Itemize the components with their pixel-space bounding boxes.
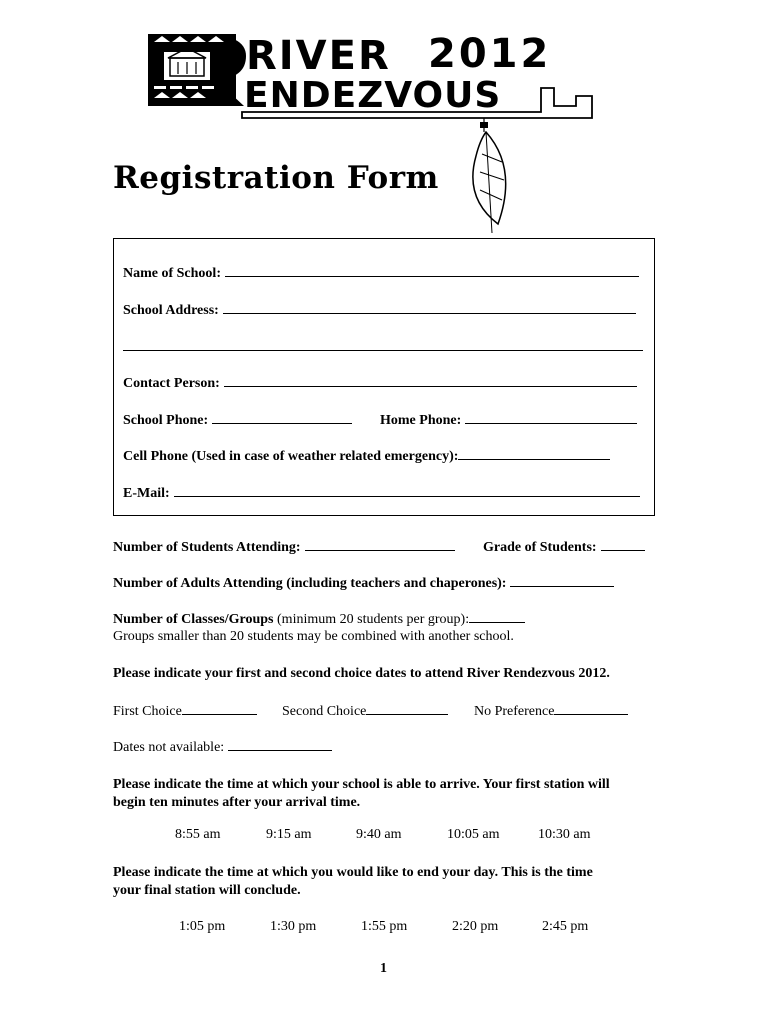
second-choice-line[interactable] (366, 702, 448, 715)
dates-not-available-field[interactable] (113, 738, 332, 757)
adults-attending-line[interactable] (510, 574, 614, 587)
arrival-time-option[interactable]: 10:30 am (538, 827, 591, 842)
home-phone-line[interactable] (465, 411, 637, 424)
email-field[interactable] (123, 484, 640, 502)
classes-groups-field[interactable] (113, 610, 525, 629)
arrival-time-option[interactable]: 10:05 am (447, 827, 500, 842)
river-rendezvous-logo (146, 28, 606, 233)
logo-word-rendezvous: ENDEZVOUS (244, 75, 502, 116)
name-of-school-label: Name of School: (123, 266, 221, 281)
students-attending-line[interactable] (305, 538, 455, 551)
logo-word-river: RIVER (246, 33, 391, 79)
contact-person-label: Contact Person: (123, 376, 220, 391)
dates-prompt: Please indicate your first and second choice dates to attend River Rendezvous 2012. (113, 666, 610, 681)
logo-year: 2012 (428, 31, 552, 77)
second-choice-field[interactable] (282, 702, 448, 721)
second-choice-label: Second Choice (282, 704, 367, 719)
cell-phone-line[interactable] (458, 447, 610, 460)
page-title: Registration Form (113, 160, 439, 196)
home-phone-field[interactable] (380, 411, 637, 429)
groups-smaller-note: Groups smaller than 20 students may be combined with another school. (113, 629, 514, 644)
first-choice-label: First Choice (113, 704, 182, 719)
arrival-prompt-line-1: Please indicate the time at which your school is able to arrive. Your first station will (113, 777, 610, 792)
end-prompt-line-1: Please indicate the time at which you would like to end your day. This is the time (113, 865, 593, 880)
school-address-line-2[interactable] (123, 338, 643, 351)
no-preference-field[interactable] (474, 702, 628, 721)
end-time-option[interactable]: 1:55 pm (361, 919, 408, 934)
no-preference-line[interactable] (554, 702, 628, 715)
name-of-school-field[interactable] (123, 264, 639, 282)
grade-of-students-field[interactable] (483, 538, 645, 556)
classes-groups-label: Number of Classes/Groups (113, 612, 274, 627)
end-time-option[interactable]: 1:05 pm (179, 919, 226, 934)
arrival-prompt-line-2: begin ten minutes after your arrival time. (113, 795, 361, 810)
school-address-label: School Address: (123, 303, 219, 318)
grade-of-students-line[interactable] (601, 538, 645, 551)
classes-groups-line[interactable] (469, 610, 525, 623)
dates-not-available-line[interactable] (228, 738, 332, 751)
cell-phone-label: Cell Phone (Used in case of weather related emergency): (123, 449, 459, 464)
no-preference-label: No Preference (474, 704, 555, 719)
school-phone-line[interactable] (212, 411, 352, 424)
cell-phone-field[interactable] (123, 447, 610, 465)
email-line[interactable] (174, 484, 640, 497)
home-phone-label: Home Phone: (380, 413, 462, 428)
arrival-time-option[interactable]: 8:55 am (175, 827, 221, 842)
dates-not-available-label: Dates not available: (113, 740, 225, 755)
end-time-option[interactable]: 1:30 pm (270, 919, 317, 934)
email-label: E-Mail: (123, 486, 170, 501)
adults-attending-label: Number of Adults Attending (including teachers and chaperones): (113, 576, 507, 591)
contact-person-line[interactable] (224, 374, 637, 387)
school-phone-label: School Phone: (123, 413, 209, 428)
first-choice-line[interactable] (182, 702, 257, 715)
end-time-option[interactable]: 2:20 pm (452, 919, 499, 934)
school-address-line[interactable] (223, 301, 636, 314)
end-prompt-line-2: your final station will conclude. (113, 883, 301, 898)
school-address-field[interactable] (123, 301, 636, 319)
classes-groups-note: (minimum 20 students per group): (277, 612, 470, 627)
end-time-option[interactable]: 2:45 pm (542, 919, 589, 934)
adults-attending-field[interactable] (113, 574, 614, 592)
page-number: 1 (380, 961, 387, 976)
arrival-time-option[interactable]: 9:15 am (266, 827, 312, 842)
first-choice-field[interactable] (113, 702, 257, 721)
grade-of-students-label: Grade of Students: (483, 540, 597, 555)
name-of-school-line[interactable] (225, 264, 639, 277)
arrival-time-option[interactable]: 9:40 am (356, 827, 402, 842)
students-attending-label: Number of Students Attending: (113, 540, 301, 555)
students-attending-field[interactable] (113, 538, 455, 556)
school-address-line-2-field[interactable] (123, 338, 643, 356)
contact-person-field[interactable] (123, 374, 637, 392)
school-phone-field[interactable] (123, 411, 352, 429)
